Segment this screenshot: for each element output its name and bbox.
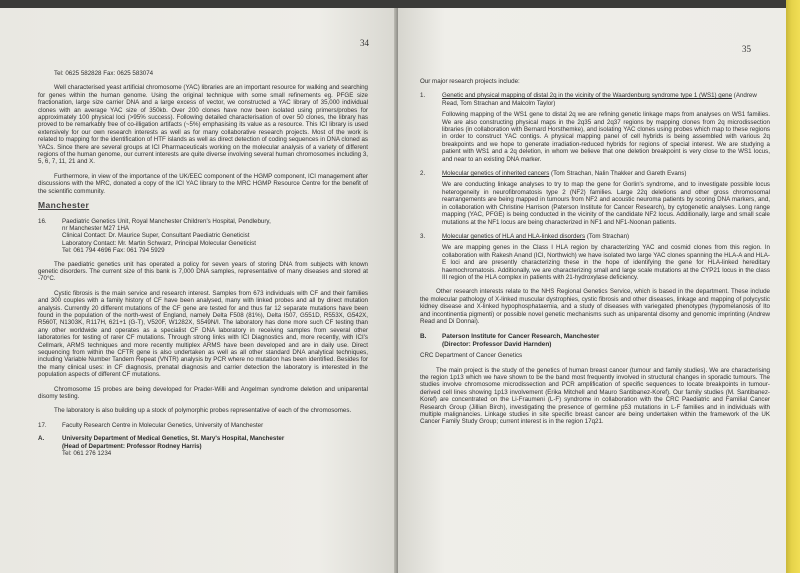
paragraph-chromosome-15: Chromosome 15 probes are being developed for Prader-Willi and Angelman syndrome deletion and uniparental disomy testing. — [38, 385, 368, 401]
left-column — [38, 70, 368, 463]
projects-intro: Our major research projects include: — [420, 78, 520, 85]
project-3-authors: (Tom Strachan) — [586, 232, 630, 240]
entry-16-clinical-contact: Clinical Contact: Dr. Maurice Super, Consultant Paediatric Geneticist — [62, 232, 250, 240]
paragraph-polymorphic-probes: The laboratory is also building up a stock of polymorphic probes representative of each of the chromosomes. — [54, 407, 352, 415]
entry-a-tel: Tel: 061 276 1234 — [62, 450, 112, 458]
right-column — [420, 78, 770, 433]
page-number: 34 — [360, 38, 369, 48]
project-1-body: Following mapping of the WS1 gene to distal 2q we are refining genetic linkage maps from analyses on WS1 families. We are also constructing physical maps in the 2q35 and 2q37 regions by mapping clones from 2q microdissection libraries (in collaboration with Bernard Horsthemke), and isolating YAC clones using probes which map to these regions in order to construct YAC contigs. A physical mapping panel of cell hybrids is being assembled with various 2q breakpoints and we hope to generate irradiation-reduced hybrids for regions of special interest. We are studying a patient with WS1 and a 2q deletion, in whom we believe that one deletion breakpoint is very close to the WS1 locus, and near to an existing DNA marker. — [442, 111, 770, 163]
paragraph-hgmp: Furthermore, in view of the importance of the UK/EEC component of the HGMP component, ICI management after discussions with the MRC, donated a copy of the ICI YAC library to the MRC HGMP Resource Centre for the benefit of the scientific community. — [38, 172, 368, 195]
paragraph-yac-library: Well characterised yeast artificial chromosome (YAC) libraries are an important resource for walking and searching for genes within the human genome. Using the original technique with some small refinements eg. PFGE size fractionation, large size carrier DNA and a large excess of vector, we constructed a YAC library of 35,000 individual clones with an average YAC size of 350kb. Over 200 clones have now been isolated using primers/probes for approximately 100 physical loci (>95% success). Following detailed characterisation of over 50 clones, the library has proved to be remarkably free of co-illigation artifacts (~5%) emphasising its value as a resource. This ICI library is used extensively for our own research interests as well as for many collaborative research projects. Most of the work is related to mapping for the identification of HTF islands as well as direct detection of coding sequences in DNA cloned as YACs. Since there are several groups at ICI Pharmaceuticals working on the molecular analysis of a variety of different regions of the human genome, our current interests are quite diverse involving several human chromosomes including 3, 5, 6, 7, 11, 21 and X. — [38, 84, 368, 166]
paragraph-cystic-fibrosis: Cystic fibrosis is the main service and research interest. Samples from 673 individuals with CF and their families and 300 couples with a family history of CF have been analysed, many with linked probes and all by direct mutation analysis. Currently 20 different mutations of the CF gene are tested for and thus far 12 separate mutations have been found in the population of the north-west of England, namely Delta F508 (81%), Delta I507, G551D, R553X, G542X, R560T, N1303K, R117H, 621+1 (G-T), V520F, W1282X, S549N/I. The laboratory has done more such CF testing than any other worldwide and operates as a specialist CF DNA laboratory in receiving samples from several other laboratories for testing of rarer CF mutations. Through strong links with ICI Diagnostics and, more recently, with ICI's Cellmark, ARMS techniques and more recently multiplex ARMS have been developed and are in daily use. Direct sequencing from within the CFTR gene is also undertaken as well as all other standard DNA analytical techniques, including Variable Number Tandem Repeat (VNTR) analysis by PCR where no mutation has been identified. Besides for the many clinical uses: in CF diagnosis, prenatal diagnosis and carrier detection the laboratory is interested in the population aspects of different CF mutations. — [38, 289, 368, 379]
project-3 — [420, 233, 770, 240]
entry-number: 16. — [38, 217, 47, 225]
entry-b-institution: Paterson Institute for Cancer Research, Manchester — [442, 333, 600, 341]
entry-16 — [38, 218, 368, 255]
project-number: 2. — [420, 170, 426, 178]
right-page — [398, 8, 786, 573]
section-heading-manchester: Manchester — [38, 200, 90, 211]
entry-number: B. — [420, 333, 427, 341]
project-2 — [420, 170, 770, 177]
entry-b — [420, 333, 770, 348]
project-number: 1. — [420, 92, 426, 100]
entry-a — [38, 435, 368, 457]
entry-number: 17. — [38, 421, 47, 429]
entry-a-head: (Head of Department: Professor Rodney Harris) — [62, 442, 202, 450]
yellow-cover-edge — [786, 0, 800, 573]
paragraph-crc-breast-cancer: The main project is the study of the genetics of human breast cancer (tumour and family studies). We are characterising the region 1p13 which we have shown to be the band most frequently involved in structural changes in sporadic tumours. The studies involve chromosome microdissection and PCR amplification of specific sequences to locate breakpoints in tumour-derived cell lines showing 1p13 involvement (Erika Mitchell and Mauro Santibanez-Koref). Our family studies (M. Santibanez-Koref) are concentrated on the Li-Fraumeni (L-F) syndrome in collaboration with the CRC Paediatric and Familial Cancer Research Group (Jillian Birch), investigating the presence of germline p53 mutations in L-F families and in individuals with multiple malignancies. Linkage studies in site specific breast cancer are being undertaken within the framework of the UK Cancer Family Study Group; current interest is in the region 17q21. — [420, 366, 770, 426]
entry-17-title: Faculty Research Centre in Molecular Genetics, University of Manchester — [62, 421, 264, 429]
left-page — [0, 8, 398, 573]
entry-b-director: (Director: Professor David Harnden) — [442, 340, 552, 348]
project-2-body: We are conducting linkage analyses to try to map the gene for Gorlin's syndrome, and to investigate possible locus heterogeneity in neurofibromatosis type 2 (NF2) families. Large 22q deletions and other gross chromosomal rearrangements are being mapped in tumours from NF2 and acoustic neuroma patients by scoring DNA markers, and, in collaboration with Christine Harrison (Paterson Institute for Cancer Research), by cytogenetic analyses. Long range mapping (YAC, PFGE) is being conducted in the vicinity of the candidate NF2 locus. Additionally, large and small scale mutations at the NF1 locus are being characterized in NF1 and NF1-Noonan patients. — [442, 181, 770, 226]
project-3-title: Molecular genetics of HLA and HLA-linked disorders — [442, 232, 586, 240]
entry-16-tel: Tel: 061 794 4696 Fax: 061 794 5929 — [62, 247, 165, 255]
paragraph-paediatric-unit: The paediatric genetics unit has operated a policy for seven years of storing DNA from subjects with known genetic disorders. The current size of this bank is 7,000 DNA samples, representative of many diseases and stored at -70°C. — [38, 260, 368, 283]
project-2-title: Molecular genetics of inherited cancers — [442, 170, 550, 178]
crc-heading: CRC Department of Cancer Genetics — [420, 352, 523, 360]
project-number: 3. — [420, 232, 426, 240]
entry-a-institution: University Department of Medical Genetics, St. Mary's Hospital, Manchester — [62, 435, 285, 443]
entry-number: A. — [38, 435, 45, 443]
entry-16-address-2: nr Manchester M27 1HA — [62, 224, 130, 232]
project-1 — [420, 92, 770, 107]
entry-16-lab-contact: Laboratory Contact: Mr. Martin Schwarz, Principal Molecular Geneticist — [62, 239, 256, 247]
paragraph-nhs-service: Other research interests relate to the NHS Regional Genetics Service, which is based in the department. These include the molecular pathology of X-linked muscular dystrophies, cystic fibrosis and other diseases, linkage and mapping of polycystic kidney disease and X-linked hypophosphataemia, and a study of diseases with variegated phenotypes (hypomelanosis of Ito and incontinentia pigmenti) or possible novel genetic mechanisms such as uniparental disomy and genomic imprinting (Andrew Read and Di Donnai). — [420, 288, 770, 325]
project-1-title: Genetic and physical mapping of distal 2q in the vicinity of the Waardenburg syndrome type 1 (WS1) gene — [442, 92, 733, 100]
entry-17 — [38, 422, 368, 429]
page-number: 35 — [742, 44, 751, 54]
tel-fax-line: Tel: 0625 582828 Fax: 0625 583074 — [54, 70, 154, 77]
project-2-authors: (Tom Strachan, Nalin Thakker and Gareth Evans) — [551, 170, 687, 178]
entry-16-address-1: Paediatric Genetics Unit, Royal Manchester Children's Hospital, Pendlebury, — [62, 217, 271, 225]
project-3-body: We are mapping genes in the Class I HLA region by characterizing YAC and cosmid clones from this region. In collaboration with Rakesh Anand (ICI, Northwich) we have isolated two large YAC clones spanning the HLA-A and HLA-E loci and are presently characterizing these in the hope of identifying the gene for HLA-linked hereditary haemochromatosis. Additionally, we are characterizing small and large scale mutations at the CYP21 locus in the class III region of the HLA complex in patients with 21-hydroxylase deficiency. — [442, 244, 770, 281]
project-1-authors: (Andrew Read, Tom Strachan and Malcolm Taylor) — [442, 92, 757, 107]
